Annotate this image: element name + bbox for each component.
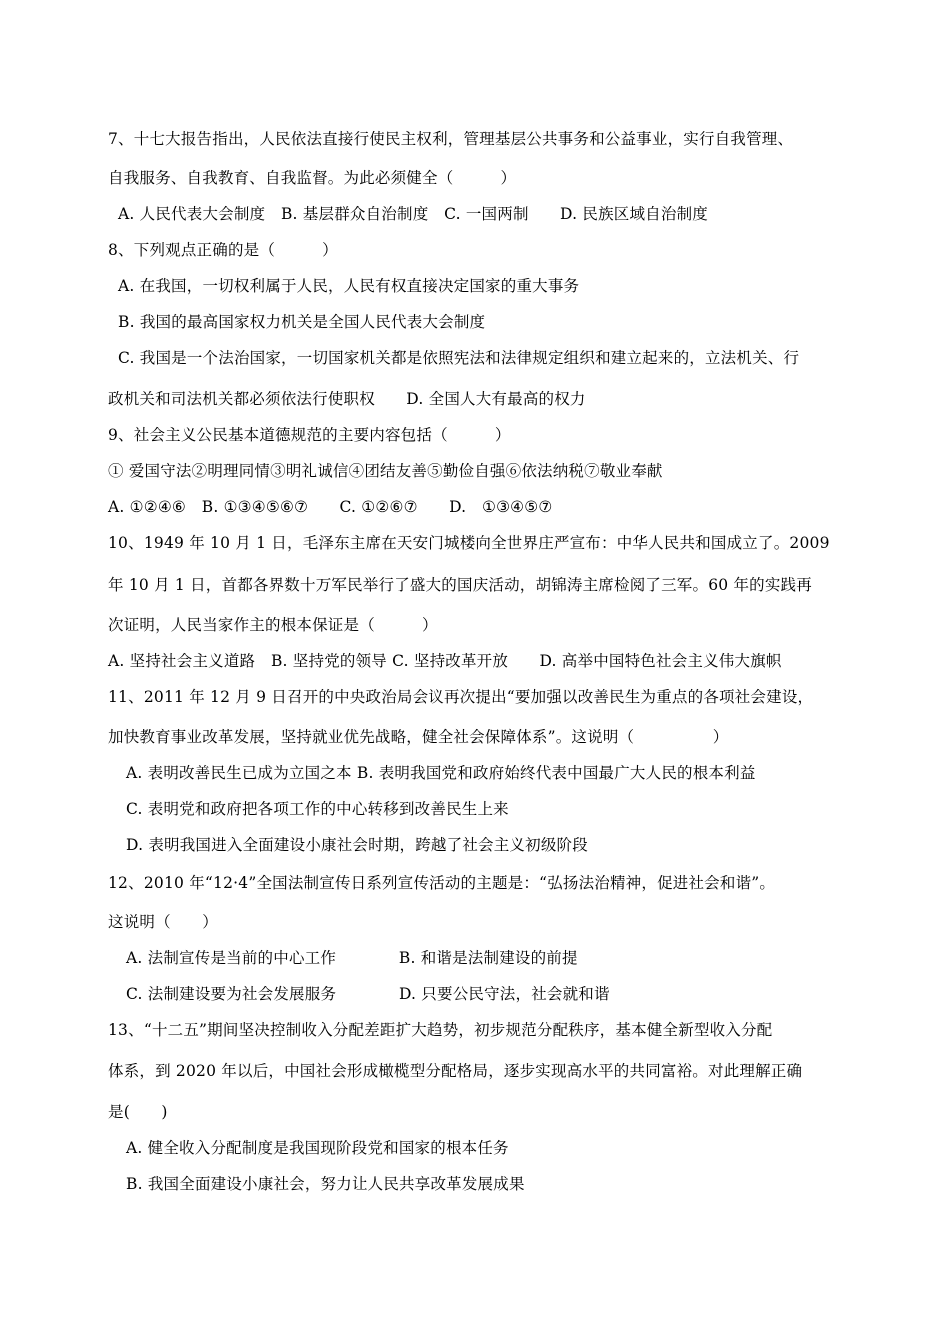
question-11-option-d: D. 表明我国进入全面建设小康社会时期，跨越了社会主义初级阶段 bbox=[126, 836, 588, 854]
question-12-options-a-b: A. 法制宣传是当前的中心工作 B. 和谐是法制建设的前提 bbox=[126, 949, 578, 967]
question-10-options: A. 坚持社会主义道路 B. 坚持党的领导 C. 坚持改革开放 D. 高举中国特色社会主义伟大旗帜 bbox=[108, 652, 782, 670]
question-8-option-c-line-1: C. 我国是一个法治国家，一切国家机关都是依照宪法和法律规定组织和建立起来的，立法机关、行 bbox=[118, 349, 800, 367]
question-8-option-c-line-2: 政机关和司法机关都必须依法行使职权 D. 全国人大有最高的权力 bbox=[108, 390, 586, 408]
question-8-stem: 8、下列观点正确的是（ ） bbox=[108, 241, 338, 259]
question-8-option-a: A. 在我国，一切权利属于人民，人民有权直接决定国家的重大事务 bbox=[118, 277, 580, 295]
question-12-stem-line-1: 12、2010 年“12·4”全国法制宣传日系列宣传活动的主题是：“弘扬法治精神，促进社会和谐”。 bbox=[108, 874, 776, 892]
question-9-items: ① 爱国守法②明理同情③明礼诚信④团结友善⑤勤俭自强⑥依法纳税⑦敬业奉献 bbox=[108, 462, 663, 480]
question-13-option-b: B. 我国全面建设小康社会，努力让人民共享改革发展成果 bbox=[126, 1175, 525, 1193]
question-10-stem-line-3: 次证明，人民当家作主的根本保证是（ ） bbox=[108, 616, 438, 634]
question-10-stem-line-1: 10、1949 年 10 月 1 日，毛泽东主席在天安门城楼向全世界庄严宣布：中华人民共和国成立了。2009 bbox=[108, 534, 830, 552]
question-7-stem-line-1: 7、十七大报告指出，人民依法直接行使民主权利，管理基层公共事务和公益事业，实行自我管理、 bbox=[108, 130, 794, 148]
question-8-option-b: B. 我国的最高国家权力机关是全国人民代表大会制度 bbox=[118, 313, 486, 331]
question-13-option-a: A. 健全收入分配制度是我国现阶段党和国家的根本任务 bbox=[126, 1139, 509, 1157]
question-13-stem-line-3: 是( ) bbox=[108, 1103, 168, 1121]
question-11-stem-line-1: 11、2011 年 12 月 9 日召开的中央政治局会议再次提出“要加强以改善民生为重点的各项社会建设， bbox=[108, 688, 814, 706]
question-7-options: A. 人民代表大会制度 B. 基层群众自治制度 C. 一国两制 D. 民族区域自治制度 bbox=[118, 205, 708, 223]
question-11-stem-line-2: 加快教育事业改革发展，坚持就业优先战略，健全社会保障体系”。这说明（ ） bbox=[108, 728, 729, 746]
question-13-stem-line-1: 13、“十二五”期间坚决控制收入分配差距扩大趋势，初步规范分配秩序，基本健全新型收入分配 bbox=[108, 1021, 773, 1039]
question-9-stem: 9、社会主义公民基本道德规范的主要内容包括（ ） bbox=[108, 426, 511, 444]
question-7-stem-line-2: 自我服务、自我教育、自我监督。为此必须健全（ ） bbox=[108, 169, 517, 187]
question-10-stem-line-2: 年 10 月 1 日，首都各界数十万军民举行了盛大的国庆活动，胡锦涛主席检阅了三军。60 年的实践再 bbox=[108, 576, 812, 594]
question-12-options-c-d: C. 法制建设要为社会发展服务 D. 只要公民守法，社会就和谐 bbox=[126, 985, 610, 1003]
question-11-option-c: C. 表明党和政府把各项工作的中心转移到改善民生上来 bbox=[126, 800, 509, 818]
question-12-stem-line-2: 这说明（ ） bbox=[108, 913, 218, 931]
question-13-stem-line-2: 体系，到 2020 年以后，中国社会形成橄榄型分配格局，逐步实现高水平的共同富裕。对此理解正确 bbox=[108, 1062, 803, 1080]
question-9-options: A. ①②④⑥ B. ①③④⑤⑥⑦ C. ①②⑥⑦ D. ①③④⑤⑦ bbox=[108, 498, 553, 516]
question-11-option-a-b: A. 表明改善民生已成为立国之本 B. 表明我国党和政府始终代表中国最广大人民的根本利益 bbox=[126, 764, 756, 782]
